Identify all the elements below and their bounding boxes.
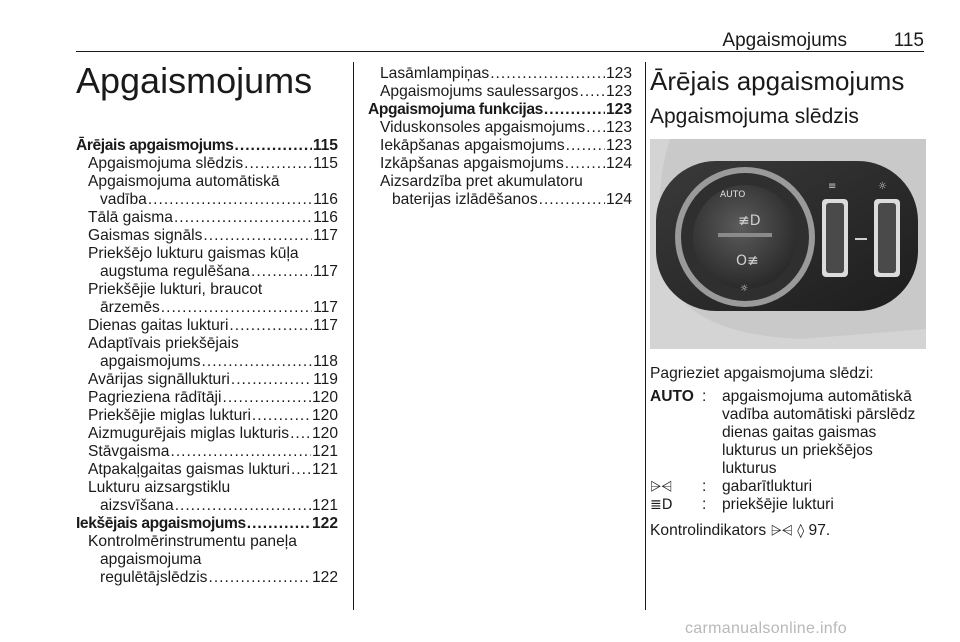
toc-leader-dots: [539, 191, 605, 209]
toc-entry-label: ārzemēs: [100, 299, 160, 316]
toc-entry-label: Avārijas signāllukturi: [88, 371, 230, 388]
svg-text:≡: ≡: [828, 181, 837, 192]
toc-entry: [368, 173, 632, 191]
toc-entry-page: 121: [311, 443, 338, 460]
toc-entry[interactable]: [76, 569, 338, 587]
legend-key-spacer: [650, 442, 702, 460]
toc-leader-dots: [202, 353, 313, 371]
toc-entry-page: 122: [311, 569, 338, 586]
toc-entry[interactable]: [76, 209, 338, 227]
legend-description: vadība automātiski pārslēdz: [722, 406, 916, 423]
toc-leader-dots: [175, 497, 311, 515]
legend-separator: :: [702, 496, 707, 513]
svg-text:O≢: O≢: [736, 253, 759, 269]
legend-separator: :: [702, 388, 707, 405]
indicator-label: Kontrolindikators: [650, 522, 767, 539]
toc-entry-page: 121: [311, 461, 338, 478]
running-header-title: Apgaismojums: [722, 30, 847, 51]
toc-entry-page: 123: [605, 83, 632, 100]
toc-entry-page: 117: [313, 317, 338, 334]
toc-entry[interactable]: [368, 101, 632, 119]
legend-description: priekšējie lukturi: [722, 496, 834, 513]
low-beam-icon: ≣D: [650, 497, 673, 513]
toc-entry-page: 122: [311, 515, 338, 532]
toc-leader-dots: [244, 155, 312, 173]
toc-leader-dots: [290, 425, 311, 443]
toc-leader-dots: [566, 137, 605, 155]
toc-leader-dots: [490, 65, 605, 83]
legend-key: AUTO: [650, 388, 694, 405]
toc-entry-page: 116: [313, 209, 338, 226]
toc-entry: [76, 173, 338, 191]
svg-text:☼: ☼: [740, 284, 749, 294]
side-light-icon: ⩥⩤: [770, 523, 793, 539]
toc-entry[interactable]: [76, 191, 338, 209]
toc-left-column: [76, 137, 338, 587]
toc-leader-dots: [247, 515, 311, 533]
toc-entry[interactable]: [76, 371, 338, 389]
toc-entry-label: Iekšējais apgaismojums: [76, 515, 246, 532]
legend-row: [650, 388, 930, 406]
section-heading: Ārējais apgaismojums: [650, 66, 905, 96]
toc-entry-label: Atpakaļgaitas gaismas lukturi: [88, 461, 290, 478]
toc-entry-page: 123: [605, 65, 632, 82]
svg-text:≢D: ≢D: [738, 213, 761, 229]
toc-entry-page: 120: [311, 389, 338, 406]
toc-entry-page: 123: [605, 101, 632, 118]
toc-leader-dots: [544, 101, 605, 119]
page-number: 115: [893, 30, 924, 51]
toc-entry[interactable]: [368, 65, 632, 83]
legend-separator-spacer: [702, 424, 722, 442]
toc-entry-label: baterijas izlādēšanos: [392, 191, 538, 208]
legend-row: [650, 496, 930, 514]
toc-entry-page: 118: [313, 353, 338, 370]
toc-entry-page: 121: [311, 497, 338, 514]
toc-entry-label: Aizmugurējais miglas lukturis: [88, 425, 290, 442]
toc-entry-label: Apgaismojuma funkcijas: [368, 101, 543, 118]
toc-entry-page: 120: [311, 425, 338, 442]
toc-entry[interactable]: [368, 83, 632, 101]
toc-entry-label: Stāvgaisma: [88, 443, 170, 460]
legend-key-spacer: [650, 460, 702, 478]
legend-separator-spacer: [702, 406, 722, 424]
toc-entry-page: 124: [605, 191, 632, 208]
toc-entry-label: augstuma regulēšana: [100, 263, 250, 280]
toc-entry-label: Priekšējie miglas lukturi: [88, 407, 251, 424]
toc-entry[interactable]: [76, 461, 338, 479]
toc-entry-page: 117: [313, 299, 338, 316]
toc-leader-dots: [223, 389, 311, 407]
legend-description: gabarītlukturi: [722, 478, 813, 495]
svg-text:☼: ☼: [878, 181, 887, 192]
toc-entry[interactable]: [76, 425, 338, 443]
legend-separator-spacer: [702, 460, 722, 478]
page-reference-icon: ◊: [797, 523, 805, 539]
header-rule: [76, 51, 924, 52]
toc-entry: [76, 245, 338, 263]
toc-entry-label: Adaptīvais priekšējais: [88, 335, 239, 352]
toc-entry[interactable]: [76, 263, 338, 281]
toc-leader-dots: [174, 209, 312, 227]
toc-entry-page: 124: [605, 155, 632, 172]
legend-row: [650, 406, 930, 424]
toc-entry[interactable]: [76, 317, 338, 335]
side-light-icon: ⩥⩤: [650, 479, 673, 495]
toc-entry[interactable]: [76, 407, 338, 425]
toc-entry: [76, 533, 338, 551]
toc-entry-label: Apgaismojuma slēdzis: [88, 155, 244, 172]
toc-entry[interactable]: [76, 443, 338, 461]
toc-entry-label: Viduskonsoles apgaismojums: [380, 119, 586, 136]
toc-entry-page: 119: [313, 371, 338, 388]
toc-entry-page: 123: [605, 137, 632, 154]
toc-leader-dots: [161, 299, 312, 317]
page-header: [76, 30, 924, 50]
legend-separator: :: [702, 478, 707, 495]
toc-entry[interactable]: [76, 155, 338, 173]
legend-description: dienas gaitas gaismas: [722, 424, 877, 441]
toc-entry: [76, 281, 338, 299]
toc-entry[interactable]: [76, 137, 338, 155]
legend-separator-spacer: [702, 442, 722, 460]
watermark: carmanualsonline.info: [685, 620, 847, 637]
legend-description: lukturus un priekšējos: [722, 442, 873, 459]
toc-entry[interactable]: [76, 515, 338, 533]
toc-entry-label: Lasāmlampiņas: [380, 65, 490, 82]
toc-leader-dots: [229, 317, 312, 335]
toc-leader-dots: [565, 155, 605, 173]
toc-entry[interactable]: [368, 119, 632, 137]
intro-text: Pagrieziet apgaismojuma slēdzi:: [650, 365, 874, 382]
toc-entry-label: Ārējais apgaismojums: [76, 137, 234, 154]
toc-entry-label: Iekāpšanas apgaismojums: [380, 137, 565, 154]
toc-entry-label: Aizsardzība pret akumulatoru: [380, 173, 583, 190]
toc-leader-dots: [586, 119, 605, 137]
light-switch-photo: [650, 139, 926, 349]
legend-description: lukturus: [722, 460, 777, 477]
toc-entry-label: Pagrieziena rādītāji: [88, 389, 222, 406]
toc-entry-label: Izkāpšanas apgaismojums: [380, 155, 564, 172]
toc-leader-dots: [148, 191, 312, 209]
toc-entry: [76, 551, 338, 569]
toc-entry-page: 116: [313, 191, 338, 208]
legend-row: [650, 442, 930, 460]
indicator-page-ref: 97.: [808, 522, 831, 539]
toc-leader-dots: [203, 227, 312, 245]
toc-leader-dots: [235, 137, 312, 155]
toc-entry[interactable]: [368, 155, 632, 173]
toc-leader-dots: [231, 371, 312, 389]
toc-entry[interactable]: [76, 389, 338, 407]
toc-entry-label: Gaismas signāls: [88, 227, 203, 244]
toc-leader-dots: [170, 443, 310, 461]
legend-key-spacer: [650, 424, 702, 442]
legend-description: apgaismojuma automātiskā: [722, 388, 912, 405]
chapter-title: Apgaismojums: [76, 60, 313, 101]
toc-entry[interactable]: [76, 299, 338, 317]
toc-leader-dots: [291, 461, 311, 479]
column-divider-left: [353, 62, 354, 610]
toc-entry-page: 117: [313, 263, 338, 280]
toc-entry-label: apgaismojums: [100, 353, 201, 370]
legend-row: [650, 478, 930, 496]
toc-entry: [76, 335, 338, 353]
toc-entry-page: 115: [313, 155, 338, 172]
toc-entry-label: Priekšējie lukturi, braucot: [88, 281, 263, 298]
toc-entry-label: Dienas gaitas lukturi: [88, 317, 229, 334]
toc-entry-page: 117: [313, 227, 338, 244]
toc-entry-page: 123: [605, 119, 632, 136]
subsection-heading: Apgaismojuma slēdzis: [650, 105, 859, 128]
column-divider-right: [645, 62, 646, 610]
toc-entry-label: Priekšējo lukturu gaismas kūļa: [88, 245, 299, 262]
toc-entry-label: Tālā gaisma: [88, 209, 173, 226]
toc-entry[interactable]: [368, 191, 632, 209]
toc-entry-label: apgaismojuma: [100, 551, 202, 568]
indicator-note: [650, 522, 830, 540]
toc-entry-label: regulētājslēdzis: [100, 569, 208, 586]
legend-key-spacer: [650, 406, 702, 424]
toc-entry-label: vadība: [100, 191, 147, 208]
toc-leader-dots: [252, 407, 311, 425]
toc-entry[interactable]: [76, 227, 338, 245]
toc-entry[interactable]: [76, 353, 338, 371]
toc-leader-dots: [208, 569, 310, 587]
toc-leader-dots: [579, 83, 604, 101]
toc-entry[interactable]: [368, 137, 632, 155]
toc-entry-label: aizsvīšana: [100, 497, 174, 514]
toc-entry-page: 120: [311, 407, 338, 424]
toc-entry[interactable]: [76, 497, 338, 515]
toc-entry-label: Lukturu aizsargstiklu: [88, 479, 231, 496]
photo-auto-label: AUTO: [720, 190, 746, 200]
legend-row: [650, 424, 930, 442]
toc-leader-dots: [251, 263, 312, 281]
toc-middle-column: [368, 65, 632, 209]
toc-entry-label: Apgaismojums saulessargos: [380, 83, 579, 100]
legend-row: [650, 460, 930, 478]
switch-position-legend: [650, 388, 930, 514]
toc-entry-label: Kontrolmērinstrumentu paneļa: [88, 533, 297, 550]
toc-entry-label: Apgaismojuma automātiskā: [88, 173, 280, 190]
toc-entry-page: 115: [312, 137, 338, 154]
toc-entry: [76, 479, 338, 497]
